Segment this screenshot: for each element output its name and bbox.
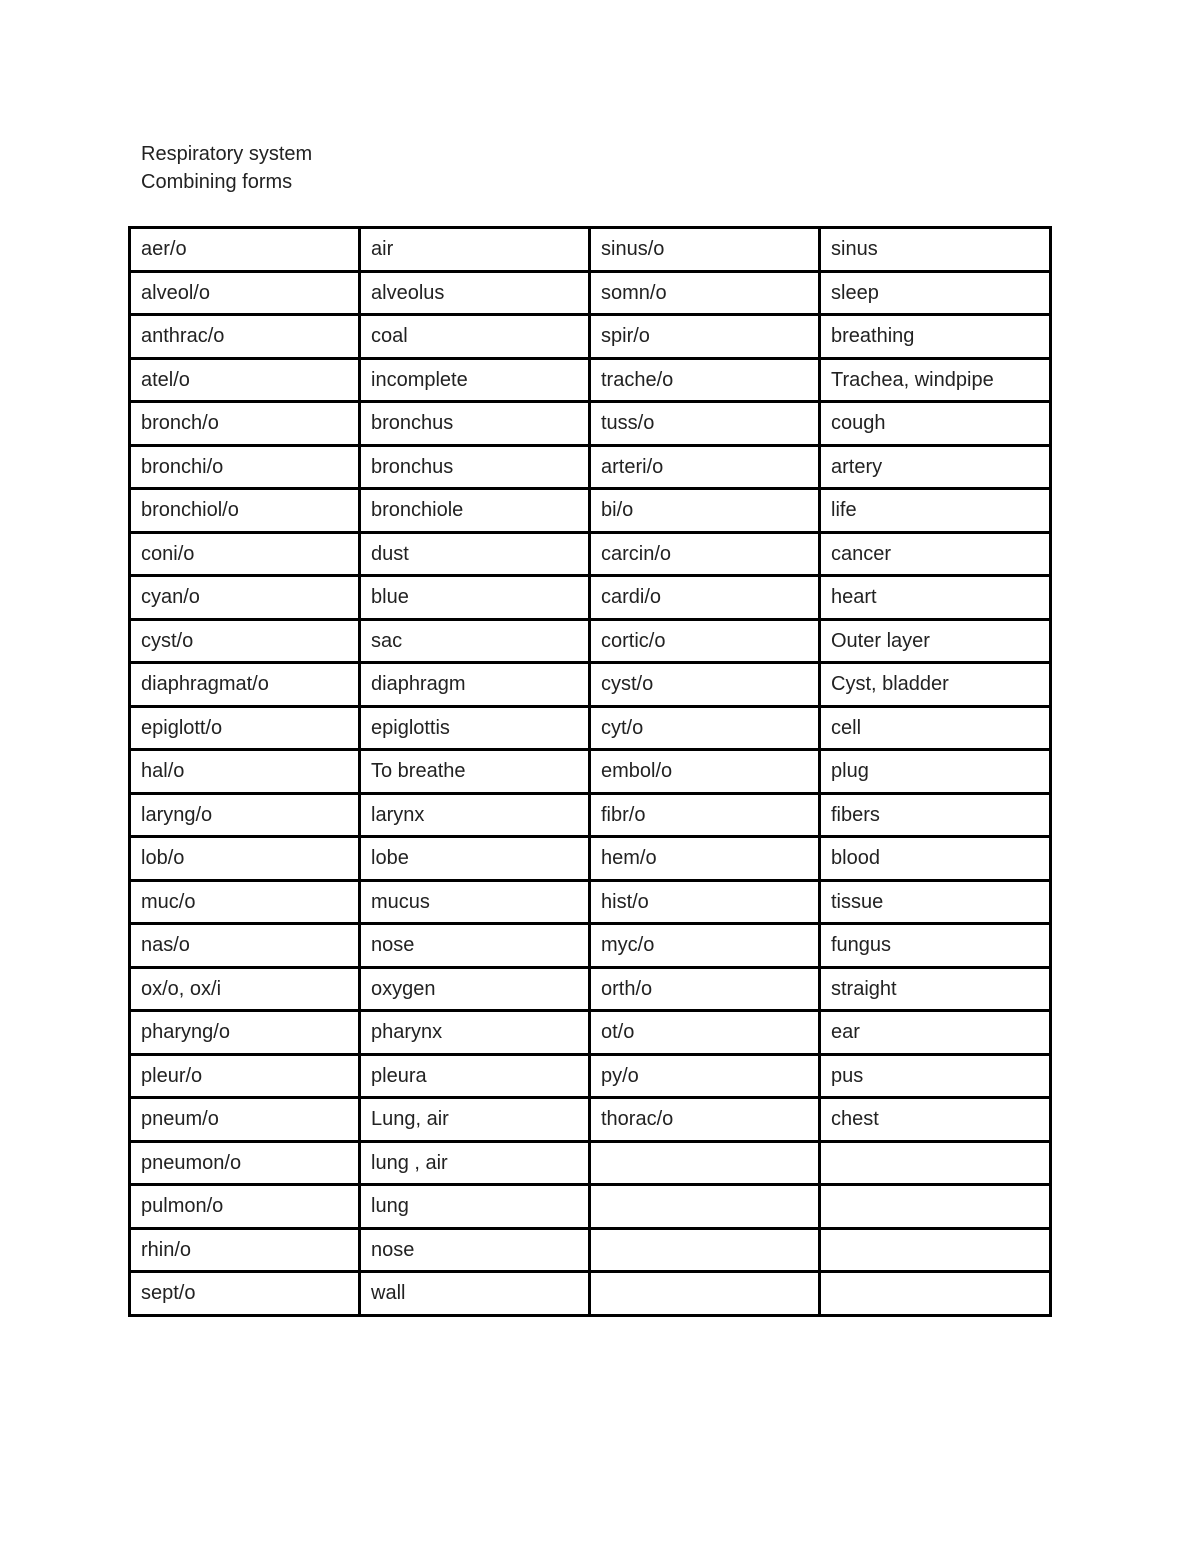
meaning-cell: diaphragm [360, 663, 590, 707]
combining-form-cell: aer/o [130, 228, 360, 272]
combining-form-cell: myc/o [590, 924, 820, 968]
meaning-cell: nose [360, 924, 590, 968]
meaning-cell: bronchiole [360, 489, 590, 533]
combining-form-cell: laryng/o [130, 793, 360, 837]
combining-form-cell: orth/o [590, 967, 820, 1011]
combining-forms-table [128, 226, 1052, 1317]
meaning-cell [820, 1272, 1051, 1316]
table-row [130, 228, 1051, 272]
meaning-cell: sac [360, 619, 590, 663]
combining-form-cell: fibr/o [590, 793, 820, 837]
table-row [130, 532, 1051, 576]
combining-form-cell: hist/o [590, 880, 820, 924]
combining-form-cell: sinus/o [590, 228, 820, 272]
table-row [130, 1228, 1051, 1272]
table-body [130, 228, 1051, 1316]
meaning-cell: artery [820, 445, 1051, 489]
meaning-cell: larynx [360, 793, 590, 837]
combining-form-cell: alveol/o [130, 271, 360, 315]
combining-form-cell: cortic/o [590, 619, 820, 663]
combining-form-cell: cyst/o [130, 619, 360, 663]
meaning-cell: lung [360, 1185, 590, 1229]
table-row [130, 315, 1051, 359]
meaning-cell: oxygen [360, 967, 590, 1011]
document-subtitle: Combining forms [141, 171, 293, 193]
table-row [130, 1141, 1051, 1185]
table-row [130, 1185, 1051, 1229]
combining-form-cell: atel/o [130, 358, 360, 402]
combining-form-cell: nas/o [130, 924, 360, 968]
combining-form-cell: pneum/o [130, 1098, 360, 1142]
table-row [130, 358, 1051, 402]
combining-form-cell: epiglott/o [130, 706, 360, 750]
combining-form-cell [590, 1185, 820, 1229]
meaning-cell: lung , air [360, 1141, 590, 1185]
meaning-cell: bronchus [360, 445, 590, 489]
meaning-cell: pus [820, 1054, 1051, 1098]
combining-form-cell: arteri/o [590, 445, 820, 489]
combining-form-cell: diaphragmat/o [130, 663, 360, 707]
meaning-cell: To breathe [360, 750, 590, 794]
table-row [130, 1011, 1051, 1055]
combining-form-cell: pleur/o [130, 1054, 360, 1098]
combining-form-cell: ox/o, ox/i [130, 967, 360, 1011]
meaning-cell: cancer [820, 532, 1051, 576]
meaning-cell: cell [820, 706, 1051, 750]
meaning-cell: fibers [820, 793, 1051, 837]
combining-form-cell: somn/o [590, 271, 820, 315]
meaning-cell: lobe [360, 837, 590, 881]
combining-form-cell: coni/o [130, 532, 360, 576]
table-row [130, 837, 1051, 881]
table-row [130, 706, 1051, 750]
meaning-cell: chest [820, 1098, 1051, 1142]
document-header [141, 140, 312, 196]
combining-form-cell: bronchi/o [130, 445, 360, 489]
combining-form-cell: cyt/o [590, 706, 820, 750]
meaning-cell [820, 1185, 1051, 1229]
combining-form-cell: ot/o [590, 1011, 820, 1055]
meaning-cell: ear [820, 1011, 1051, 1055]
meaning-cell: plug [820, 750, 1051, 794]
combining-form-cell [590, 1228, 820, 1272]
combining-form-cell: py/o [590, 1054, 820, 1098]
combining-form-cell: hem/o [590, 837, 820, 881]
meaning-cell: fungus [820, 924, 1051, 968]
table-row [130, 576, 1051, 620]
meaning-cell: breathing [820, 315, 1051, 359]
meaning-cell: sleep [820, 271, 1051, 315]
meaning-cell: Cyst, bladder [820, 663, 1051, 707]
combining-form-cell: trache/o [590, 358, 820, 402]
meaning-cell: Trachea, windpipe [820, 358, 1051, 402]
combining-form-cell: cyan/o [130, 576, 360, 620]
meaning-cell: pharynx [360, 1011, 590, 1055]
combining-form-cell: pharyng/o [130, 1011, 360, 1055]
table-row [130, 793, 1051, 837]
combining-form-cell: hal/o [130, 750, 360, 794]
meaning-cell: cough [820, 402, 1051, 446]
table-row [130, 1054, 1051, 1098]
combining-form-cell: pulmon/o [130, 1185, 360, 1229]
meaning-cell: blood [820, 837, 1051, 881]
combining-form-cell: sept/o [130, 1272, 360, 1316]
combining-form-cell: lob/o [130, 837, 360, 881]
table-row [130, 880, 1051, 924]
meaning-cell: epiglottis [360, 706, 590, 750]
table-row [130, 271, 1051, 315]
meaning-cell: mucus [360, 880, 590, 924]
combining-form-cell: thorac/o [590, 1098, 820, 1142]
combining-form-cell: muc/o [130, 880, 360, 924]
combining-form-cell: cardi/o [590, 576, 820, 620]
meaning-cell: coal [360, 315, 590, 359]
combining-form-cell: pneumon/o [130, 1141, 360, 1185]
combining-form-cell: rhin/o [130, 1228, 360, 1272]
meaning-cell: Outer layer [820, 619, 1051, 663]
combining-form-cell: bronch/o [130, 402, 360, 446]
meaning-cell: alveolus [360, 271, 590, 315]
meaning-cell: heart [820, 576, 1051, 620]
combining-form-cell: carcin/o [590, 532, 820, 576]
table-row [130, 445, 1051, 489]
meaning-cell: sinus [820, 228, 1051, 272]
table-row [130, 619, 1051, 663]
table-row [130, 750, 1051, 794]
document-title: Respiratory system [141, 143, 313, 165]
meaning-cell: air [360, 228, 590, 272]
combining-form-cell: bi/o [590, 489, 820, 533]
combining-form-cell: anthrac/o [130, 315, 360, 359]
meaning-cell: nose [360, 1228, 590, 1272]
meaning-cell [820, 1228, 1051, 1272]
table-row [130, 663, 1051, 707]
table-row [130, 402, 1051, 446]
combining-form-cell [590, 1141, 820, 1185]
meaning-cell: tissue [820, 880, 1051, 924]
combining-form-cell [590, 1272, 820, 1316]
combining-form-cell: embol/o [590, 750, 820, 794]
meaning-cell: wall [360, 1272, 590, 1316]
meaning-cell: dust [360, 532, 590, 576]
table-row [130, 967, 1051, 1011]
combining-form-cell: cyst/o [590, 663, 820, 707]
combining-form-cell: bronchiol/o [130, 489, 360, 533]
table-row [130, 1098, 1051, 1142]
combining-form-cell: tuss/o [590, 402, 820, 446]
meaning-cell: straight [820, 967, 1051, 1011]
table-row [130, 489, 1051, 533]
combining-form-cell: spir/o [590, 315, 820, 359]
table-row [130, 924, 1051, 968]
meaning-cell: Lung, air [360, 1098, 590, 1142]
meaning-cell: life [820, 489, 1051, 533]
meaning-cell [820, 1141, 1051, 1185]
meaning-cell: incomplete [360, 358, 590, 402]
meaning-cell: blue [360, 576, 590, 620]
meaning-cell: bronchus [360, 402, 590, 446]
table-row [130, 1272, 1051, 1316]
meaning-cell: pleura [360, 1054, 590, 1098]
